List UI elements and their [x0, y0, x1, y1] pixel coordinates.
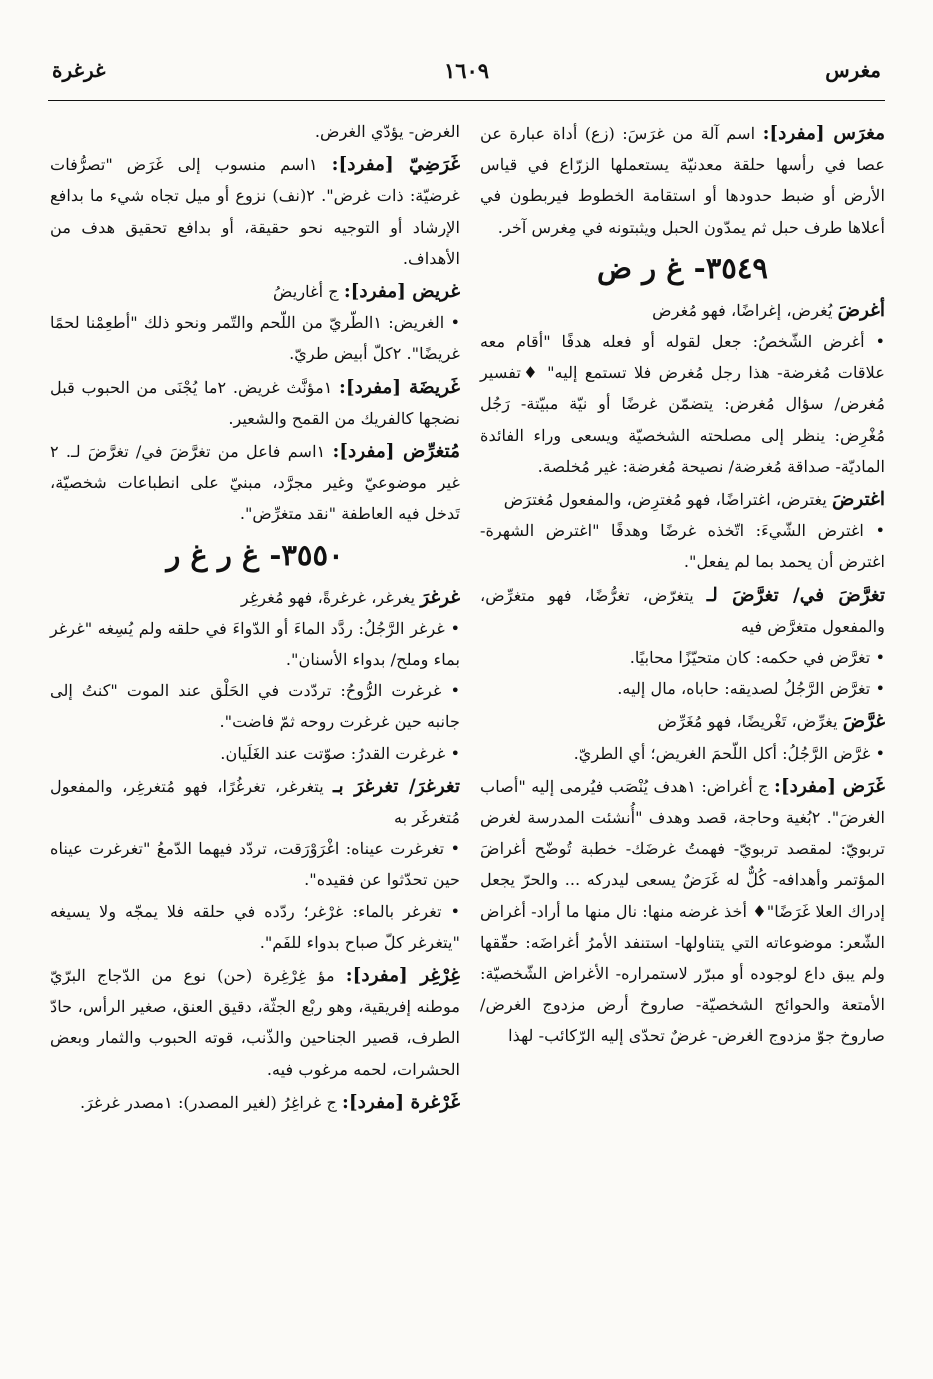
entry-text: يغرغر، غرغرةً، فهو مُغرغِر [240, 587, 421, 607]
entry-headword: غَرْغرة [مفرد]: [342, 1091, 460, 1113]
entry-headword: اغترضَ [832, 489, 885, 511]
definition-paragraph: الغرض- يؤدّي الغرض. [314, 122, 460, 141]
entry-headword: تغرغرَ/ تغرغرَ بـ [333, 775, 460, 797]
entry-headword: مُتغرِّض [مفرد]: [332, 441, 460, 463]
entry-headword: غَرَضِيّ [مفرد]: [331, 154, 460, 176]
entry-text: ج أغاريضُ [273, 282, 344, 302]
dictionary-entry [50, 436, 460, 530]
definition-paragraph: • تغرَّض في حكمه: كان متحيّزًا محابيًا. [629, 648, 885, 668]
definition-paragraph: • غرغرت الرُّوحُ: تردّدت في الحَلْق عند الموت "كنتُ إلى جانبه حين غرغرت روحه ثمّ فاضت". [50, 681, 460, 732]
header-last-word: غرغرة [52, 58, 106, 82]
dictionary-entry [480, 771, 885, 1052]
section-heading: ٣٥٥٠- غ ر غ ر [166, 537, 344, 572]
definition-paragraph: • تغرغر بالماء: غرْغر؛ ردّده في حلقه فلا يمجّه ولا يسيغه "يتغرغر كلّ صباح بدواء للفَم". [50, 901, 460, 952]
entry-text: ١اسم فاعل من تغرَّضَ في/ تغرَّضَ لـ. ٢ غير موضوعيّ وغير مجرَّد، مبنيّ على انطباعات شخصيّة، تَدخل فيه العاطفة "نقد متغرِّض". [50, 442, 460, 524]
entry-text: ج أغراض: ١هدف يُنْصَب فيُرمى إليه "أصاب الغرضَ". ٢بُغية وحاجة، قصد وهدف "أُنشئت المدرسة لغرض تربويّ: لمقصد تربويّ- فهمتُ غرضَك- خطبة تُوضّح أغراضَ المؤتمر وأهدافه- كُلٌّ له غَرَضٌ يسعى ليدركه ... والحرّ يجعل إدراك العلا غَرَضًا"♦ أخذ غرضه منها: نال منها ما أراد- أغراض الشّعر: موضوعاته التي يتناولها- استنفد الأمرُ أغراضَه: حقّقها ولم يبق داع لوجوده أو مبرّر لاستمراره- الأغراض الشّخصيّة: الأمتعة والحوائج الشخصيّة- صاروخ أرض مزدوج الغرض/ صاروخ جوّ مزدوج الغرض- غرضٌ تحدّى إليه الرّكائب- لهذا [480, 776, 885, 1046]
entry-text: يُغرض، إغراضًا، فهو مُغرض [652, 300, 838, 320]
definition-paragraph: • اغترض الشّيءَ: اتّخذه غرضًا وهدفًا "اغترض الشهرة- اغترض أن يحمد بما لم يفعل". [480, 521, 885, 572]
entry-text: يغرِّض، تَغْريضًا، فهو مُغَرِّض [657, 712, 843, 732]
page-header [52, 58, 881, 98]
entry-headword: غَرَض [مفرد]: [774, 775, 885, 797]
dictionary-entry [50, 771, 460, 833]
right-column [480, 116, 885, 1052]
entry-headword: تغرَّضَ في/ تغرَّضَ لـ [706, 584, 885, 606]
entry-text: ١اسم منسوب إلى غَرَض "تصرُّفات غرضيّة: ذات غرض". ٢(نف) نزوع أو ميل تجاه شيء ما بدافع الإرشاد أو التوجيه نحو حقيقة، أو بدافع تحقيق هدف من الأهداف. [50, 155, 460, 268]
definition-paragraph: • غرغر الرَّجُلُ: ردَّد الماءَ أو الدّواءَ في حلقه ولم يُسِغه "غرغر بماء وملح/ بدواء الأسنان". [50, 618, 460, 670]
header-first-word: مغرس [825, 58, 881, 82]
dictionary-entry [480, 118, 885, 243]
entry-headword: غَريضَة [مفرد]: [339, 376, 460, 398]
left-column [50, 116, 460, 1118]
dictionary-entry [50, 960, 460, 1085]
entry-headword: مغرَس [مفرد]: [762, 123, 885, 144]
section-heading: ٣٥٤٩- غ ر ض [596, 250, 768, 285]
dictionary-entry [50, 582, 460, 613]
definition-paragraph: • الغريض: ١الطّريّ من اللّحم والتّمر ونحو ذلك "أطعِمْنا لحمًا غريضًا". ٢كلّ أبيض طريّ. [50, 313, 460, 364]
entry-headword: غرَّضَ [842, 711, 885, 733]
definition-paragraph: • تغرغرت عيناه: اغْرَوْرَقت، تردّد فيهما الدّمعُ "تغرغرت عيناه حين تحدّثوا عن فقيده". [50, 839, 460, 890]
entry-headword: غرغرَ [420, 586, 460, 608]
entry-text: ١مؤنَّث غريض. ٢ما يُجْنَى من الحبوب قبل نضجها كالفريك من القمح والشعير. [50, 377, 460, 428]
entry-text: اسم آلة من غرَسَ: (زع) أداة عبارة عن عصا في رأسها حلقة معدنيّة يستعملها الزرّاع في قياس الأرض أو ضبط حدودها أو استقامة الخطوط فيربطون في أعلاها طرف حبل ثم يمدّون الحبل ويثبتونه في مِغرس آخر. [480, 124, 885, 237]
dictionary-entry [50, 149, 460, 274]
dictionary-entry [480, 580, 885, 642]
definition-paragraph: • غرَّض الرَّجُلُ: أكل اللّحمَ الغريض؛ أي الطريّ. [573, 743, 885, 763]
entry-text: يتغرّض، تغرُّضًا، فهو متغرِّض، والمفعول متغرَّض فيه [480, 585, 885, 636]
definition-paragraph: • غرغرت القدرُ: صوّتت عند الغَلَيان. [220, 743, 460, 763]
page-number: ١٦٠٩ [443, 58, 490, 83]
entry-headword: غريض [مفرد]: [343, 281, 460, 303]
entry-text: مؤ غِرْغِرة (حن) نوع من الدّجاج البرّيّ موطنه إفريقية، وهو ربْع الجثّة، دقيق العنق، صغير الرأس، حادّ الطرف، قصير الجناحين والذّنب، قوته الحبوب والثمار وبعض الحشرات، لحمه مرغوب فيه. [50, 966, 460, 1079]
dictionary-entry [50, 372, 460, 434]
entry-text: يتغرغر، تغرغُرًا، فهو مُتغرغِر، والمفعول مُتغرغَر به [50, 776, 460, 828]
entry-text: ج غراغِرُ (لغير المصدر): ١مصدر غرغرَ. [79, 1092, 343, 1112]
dictionary-entry [480, 484, 885, 515]
entry-text: يغترض، اغتراضًا، فهو مُغترِض، والمفعول مُغترَض [503, 490, 833, 510]
dictionary-entry [480, 295, 885, 326]
entry-headword: غِرْغِر [مفرد]: [345, 965, 460, 987]
definition-paragraph: • أغرض الشّخصُ: جعل لقوله أو فعله هدفًا "أقام معه علاقات مُغرضة- هذا رجل مُغرض فلا تستمع إليه" ♦تفسير مُغرض/ سؤال مُغرض: يتضمّن غرضًا أو نيّة مبيّتة- رَجُل مُغْرِض: ينظر إلى مصلحته الشخصيّة ويسعى وراء الفائدة الماديّة- صداقة مُغرضة/ نصيحة مُغرضة: غير مُخلصة. [480, 332, 885, 476]
entry-headword: أغرضَ [837, 299, 885, 321]
dictionary-entry [50, 1087, 460, 1118]
definition-paragraph: • تغرَّض الرَّجُلُ لصديقه: حاباه، مال إليه. [617, 679, 885, 699]
dictionary-entry [480, 706, 885, 737]
header-rule [48, 100, 885, 101]
dictionary-entry [50, 276, 460, 307]
